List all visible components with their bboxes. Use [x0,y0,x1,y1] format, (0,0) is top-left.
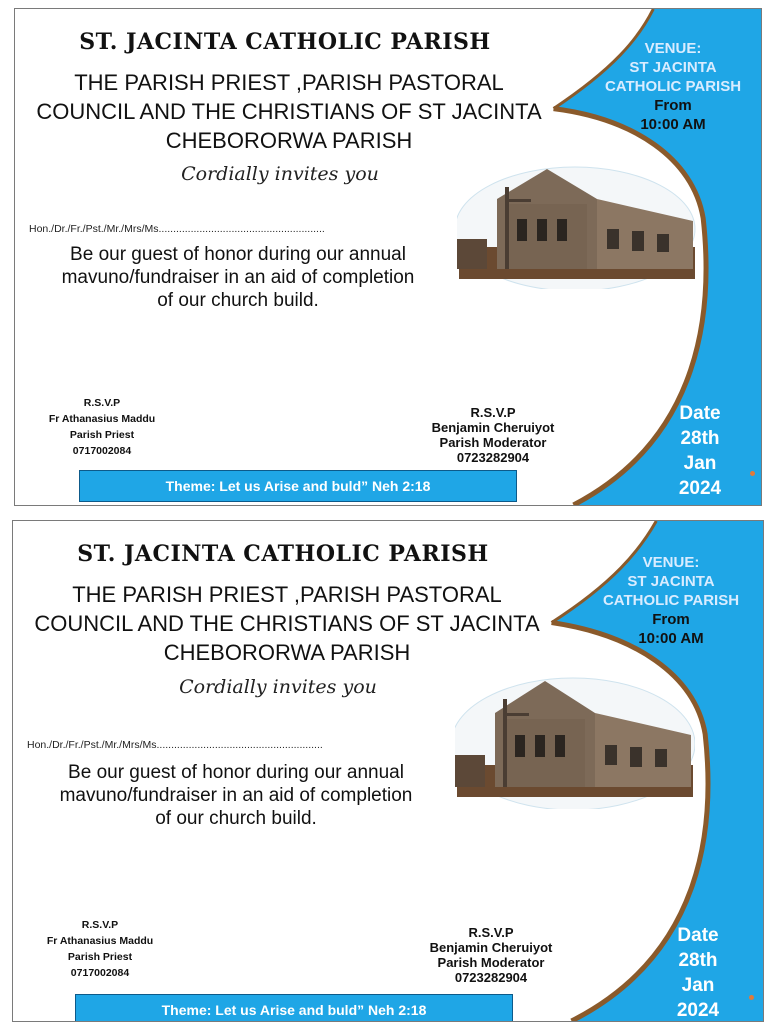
rsvp-left-role: Parish Priest [67,951,133,963]
rsvp-left-phone: 0717002084 [72,445,132,457]
rsvp-right-phone: 0723282904 [456,450,530,465]
honorific-line: Hon./Dr./Fr./Pst./Mr./Mrs/Ms......................................................... [27,739,323,751]
date-block [655,401,745,501]
intro-text [13,580,561,667]
intro-line-1: THE PARISH PRIEST ,PARISH PASTORAL [72,582,502,607]
church-photo [457,159,697,289]
date-month: Jan [681,975,715,996]
parish-title: ST. JACINTA CATHOLIC PARISH [79,29,491,55]
venue-name-2: CATHOLIC PARISH [604,78,742,95]
date-label: Date [677,925,719,946]
parish-title: ST. JACINTA CATHOLIC PARISH [77,541,489,567]
rsvp-left-label: R.S.V.P [83,397,121,409]
date-label: Date [679,403,721,424]
rsvp-right-name: Benjamin Cheruiyot [431,420,555,435]
guest-line-3: of our church build. [157,290,319,311]
rsvp-right-label: R.S.V.P [470,405,516,420]
rsvp-left [37,395,167,459]
venue-block [581,553,761,648]
guest-line-3: of our church build. [155,808,317,829]
cordially-invites: Cordially invites you [179,676,377,698]
from-label: From [654,97,692,114]
from-label: From [652,611,690,628]
guest-line-2: mavuno/fundraiser in an aid of completion [59,785,413,806]
venue-block [583,39,762,134]
intro-line-2: COUNCIL AND THE CHRISTIANS OF ST JACINTA [34,611,540,636]
event-time: 10:00 AM [640,116,706,133]
honorific-line: Hon./Dr./Fr./Pst./Mr./Mrs/Ms......................................................... [29,223,325,235]
event-time: 10:00 AM [638,630,704,647]
venue-name-1: ST JACINTA [629,59,717,76]
date-block [653,923,743,1022]
rsvp-right [411,925,571,985]
church-photo [455,669,695,809]
date-month: Jan [683,453,717,474]
rsvp-left-label: R.S.V.P [81,919,119,931]
theme-banner: Theme: Let us Arise and buld” Neh 2:18 [79,470,517,502]
intro-line-3: CHEBORORWA PARISH [165,128,413,153]
guest-line-1: Be our guest of honor during our annual [70,244,406,265]
date-year: 2024 [678,478,722,499]
rsvp-left-name: Fr Athanasius Maddu [48,413,156,425]
rsvp-right-role: Parish Moderator [437,955,545,970]
rsvp-left-name: Fr Athanasius Maddu [46,935,154,947]
guest-line-2: mavuno/fundraiser in an aid of completion [61,267,415,288]
venue-name-1: ST JACINTA [627,573,715,590]
date-day: 28th [680,428,720,449]
date-day: 28th [678,950,718,971]
rsvp-right-role: Parish Moderator [439,435,547,450]
guest-text [13,761,459,830]
rsvp-left-role: Parish Priest [69,429,135,441]
rsvp-right-label: R.S.V.P [468,925,514,940]
date-year: 2024 [676,1000,720,1021]
rsvp-left-phone: 0717002084 [70,967,130,979]
guest-line-1: Be our guest of honor during our annual [68,762,404,783]
decor-dot [750,471,755,476]
invitation-card-2 [12,520,764,1022]
decor-dot [749,995,754,1000]
intro-line-1: THE PARISH PRIEST ,PARISH PASTORAL [74,70,504,95]
rsvp-right-phone: 0723282904 [454,970,528,985]
rsvp-right-name: Benjamin Cheruiyot [429,940,553,955]
venue-label: VENUE: [644,40,702,57]
intro-text [15,68,563,155]
rsvp-right [413,405,573,465]
theme-banner: Theme: Let us Arise and buld” Neh 2:18 [75,994,513,1022]
venue-label: VENUE: [642,554,700,571]
guest-text [15,243,461,312]
rsvp-left [35,917,165,981]
venue-name-2: CATHOLIC PARISH [602,592,740,609]
cordially-invites: Cordially invites you [181,163,379,185]
intro-line-3: CHEBORORWA PARISH [163,640,411,665]
invitation-card-1 [14,8,762,506]
intro-line-2: COUNCIL AND THE CHRISTIANS OF ST JACINTA [36,99,542,124]
